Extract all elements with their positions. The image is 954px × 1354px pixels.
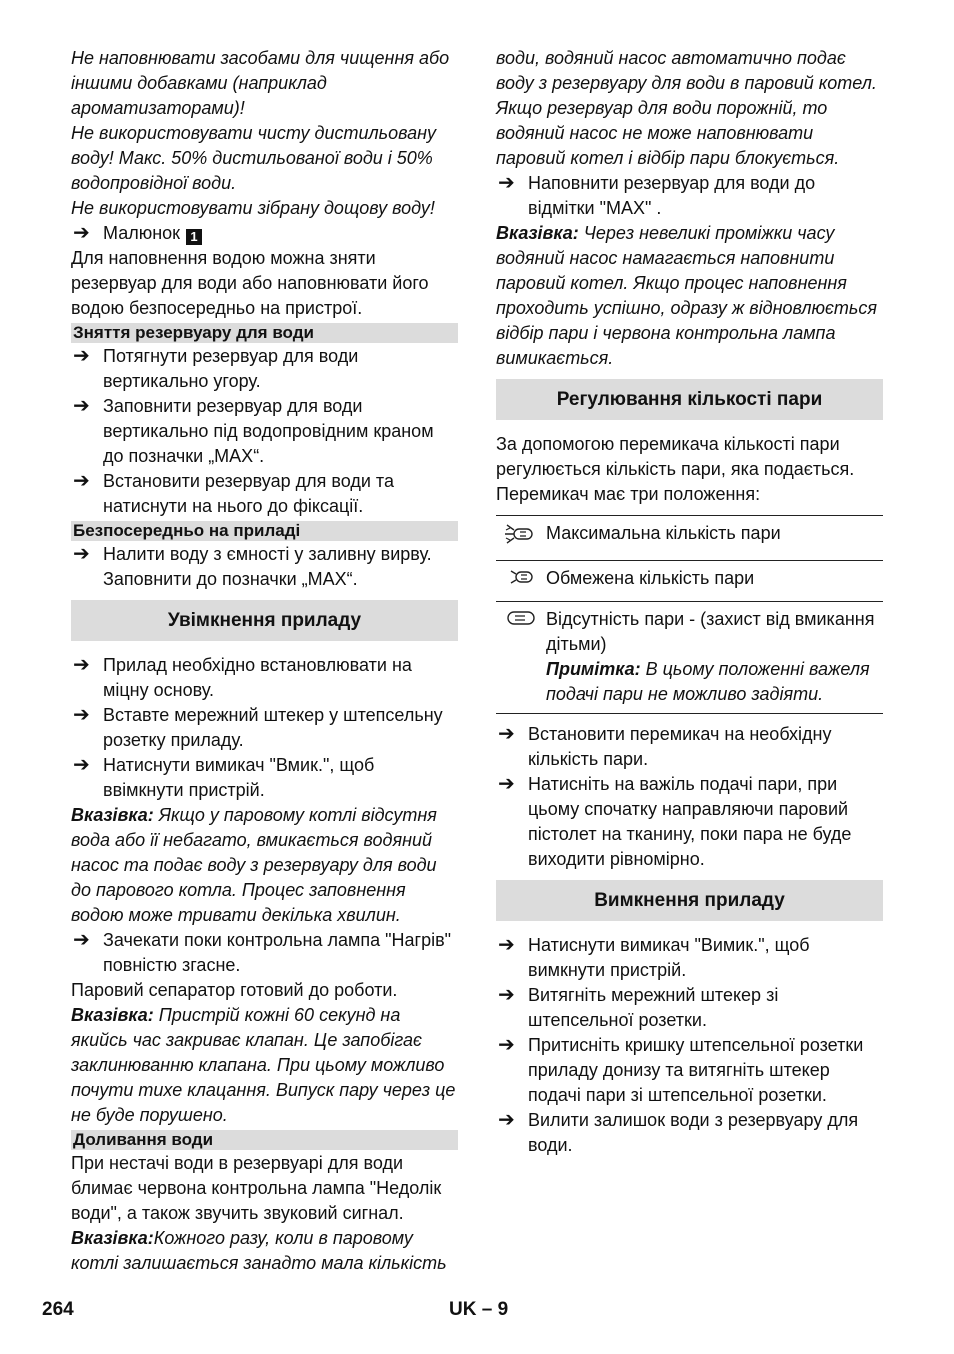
warning-text: Не наповнювати засобами для чищення або іншими добавками (наприклад ароматизаторами)! bbox=[71, 48, 450, 118]
step-item: ➔ Натиснути вимикач "Вмик.", щоб ввімкнути пристрій. bbox=[73, 754, 375, 800]
warning-text: Не використовувати чисту дистильовану воду! Макс. 50% дистильованої води і 50% водопровідної води. bbox=[71, 123, 437, 193]
steam-intro-text: За допомогою перемикача кількості пари регулюється кількість пари, яка подається. Перемикач має три положення: bbox=[496, 434, 855, 504]
step-item: ➔ Притисніть кришку штепсельної розетки приладу донизу та витягніть штекер подачі пари зі штепсельної розетки. bbox=[498, 1034, 864, 1105]
note-text: Вказівка: Через невеликі проміжки часу водяний насос намагається наповнити паровий котел. Якщо процес наповнення проходить успішно, одразу ж відновлюється відбір пари і червона контрольна лампа вимикається. bbox=[496, 223, 878, 368]
arrow-right-icon: ➔ bbox=[73, 929, 90, 951]
step-item: ➔ Встановити перемикач на необхідну кількість пари. bbox=[498, 723, 832, 769]
refill-text: При нестачі води в резервуарі для води блимає червона контрольна лампа "Недолік води", а також звучить звуковий сигнал. bbox=[71, 1153, 442, 1223]
step-item: ➔ Потягнути резервуар для води вертикально угору. bbox=[73, 345, 359, 391]
step-item: ➔ Встановити резервуар для води та натиснути на нього до фіксації. bbox=[73, 470, 394, 516]
arrow-right-icon: ➔ bbox=[73, 754, 90, 776]
arrow-right-icon: ➔ bbox=[73, 704, 90, 726]
intro-text: Для наповнення водою можна зняти резервуар для води або наповнювати його водою безпосередньо на пристрої. bbox=[71, 248, 429, 318]
note-label: Вказівка: bbox=[496, 223, 579, 243]
step-item: ➔ Вставте мережний штекер у штепсельну розетку приладу. bbox=[73, 704, 443, 750]
section-label: UK – 9 bbox=[449, 1299, 509, 1320]
mode-text: Обмежена кількість пари bbox=[546, 561, 883, 602]
left-column bbox=[71, 46, 458, 1276]
note-label: Вказівка: bbox=[71, 1228, 154, 1248]
note-text: Вказівка: Якщо у паровому котлі відсутня вода або її небагато, вмикається водяний насос та подає воду з резервуару для води до парового котла. Процес заповнення водою може тривати декілька хвилин. bbox=[71, 805, 437, 925]
mode-text: Максимальна кількість пари bbox=[546, 516, 883, 561]
no-steam-icon bbox=[503, 607, 539, 629]
section-heading-steam: Регулювання кількості пари bbox=[496, 379, 883, 420]
arrow-right-icon: ➔ bbox=[73, 543, 90, 565]
ready-text: Паровий сепаратор готовий до роботи. bbox=[71, 980, 398, 1000]
subheading-direct: Безпосередньо на приладі bbox=[71, 521, 458, 541]
note-text: Вказівка:Кожного разу, коли в паровому котлі залишається занадто мала кількість bbox=[71, 1228, 447, 1273]
subheading-refill: Доливання води bbox=[71, 1130, 458, 1150]
table-row bbox=[496, 602, 883, 714]
right-column bbox=[496, 46, 883, 1158]
arrow-right-icon: ➔ bbox=[498, 172, 515, 194]
step-item: ➔ Наповнити резервуар для води до відмітки "MAX" . bbox=[498, 172, 816, 218]
step-item: ➔ Прилад необхідно встановлювати на міцну основу. bbox=[73, 654, 412, 700]
table-row bbox=[496, 561, 883, 602]
step-item: ➔ Натисніть на важіль подачі пари, при цьому спочатку направляючи паровий пістолет на тканину, поки пара не буде виходити рівномірно. bbox=[498, 773, 852, 869]
section-heading-switch-off: Вимкнення приладу bbox=[496, 880, 883, 921]
note-label: Вказівка: bbox=[71, 805, 154, 825]
arrow-right-icon: ➔ bbox=[498, 773, 515, 795]
arrow-right-icon: ➔ bbox=[73, 395, 90, 417]
arrow-right-icon: ➔ bbox=[73, 222, 90, 244]
section-heading-switch-on: Увімкнення приладу bbox=[71, 600, 458, 641]
arrow-right-icon: ➔ bbox=[73, 470, 90, 492]
max-steam-icon bbox=[503, 521, 539, 547]
page-number: 264 bbox=[42, 1299, 74, 1320]
warning-text: Не використовувати зібрану дощову воду! bbox=[71, 198, 435, 218]
arrow-right-icon: ➔ bbox=[498, 984, 515, 1006]
step-item: ➔ Вилити залишок води з резервуару для води. bbox=[498, 1109, 859, 1155]
mode-note: Примітка: В цьому положенні важеля подачі пари не можливо задіяти. bbox=[546, 659, 870, 704]
table-row bbox=[496, 516, 883, 561]
step-item: ➔ Натиснути вимикач "Вимик.", щоб вимкнути пристрій. bbox=[498, 934, 810, 980]
reduced-steam-icon bbox=[503, 566, 539, 588]
step-item: ➔ Налити воду з ємності у заливну вирву. Заповнити до позначки „MAX“. bbox=[73, 543, 432, 589]
steam-modes-table bbox=[496, 515, 883, 714]
figure-step bbox=[71, 221, 458, 246]
continued-text: води, водяний насос автоматично подає воду з резервуару для води в паровий котел. Якщо резервуар для води порожній, то водяний насос не може наповнювати паровий котел і відбір пари блокується. bbox=[496, 48, 877, 168]
note-label: Вказівка: bbox=[71, 1005, 154, 1025]
subheading-removal: Зняття резервуару для води bbox=[71, 323, 458, 343]
step-item: ➔ Заповнити резервуар для води вертикально під водопровідним краном до позначки „MAX“. bbox=[73, 395, 434, 466]
arrow-right-icon: ➔ bbox=[73, 654, 90, 676]
arrow-right-icon: ➔ bbox=[498, 1034, 515, 1056]
mode-text: Відсутність пари - (захист від вмикання дітьми) bbox=[546, 609, 875, 654]
arrow-right-icon: ➔ bbox=[498, 934, 515, 956]
arrow-right-icon: ➔ bbox=[498, 1109, 515, 1131]
arrow-right-icon: ➔ bbox=[73, 345, 90, 367]
arrow-right-icon: ➔ bbox=[498, 723, 515, 745]
step-item: ➔ Зачекати поки контрольна лампа "Нагрів" повністю згасне. bbox=[73, 929, 452, 975]
note-label: Примітка: bbox=[546, 659, 641, 679]
step-item: ➔ Витягніть мережний штекер зі штепсельної розетки. bbox=[498, 984, 779, 1030]
figure-number-badge: 1 bbox=[186, 229, 202, 245]
note-text: Вказівка: Пристрій кожні 60 секунд на якийсь час закриває клапан. Це запобігає заклинюванню клапана. При цьому можливо почути тихе клацання. Випуск пару через це не буде порушено. bbox=[71, 1005, 456, 1125]
figure-label: Малюнок bbox=[103, 223, 181, 243]
